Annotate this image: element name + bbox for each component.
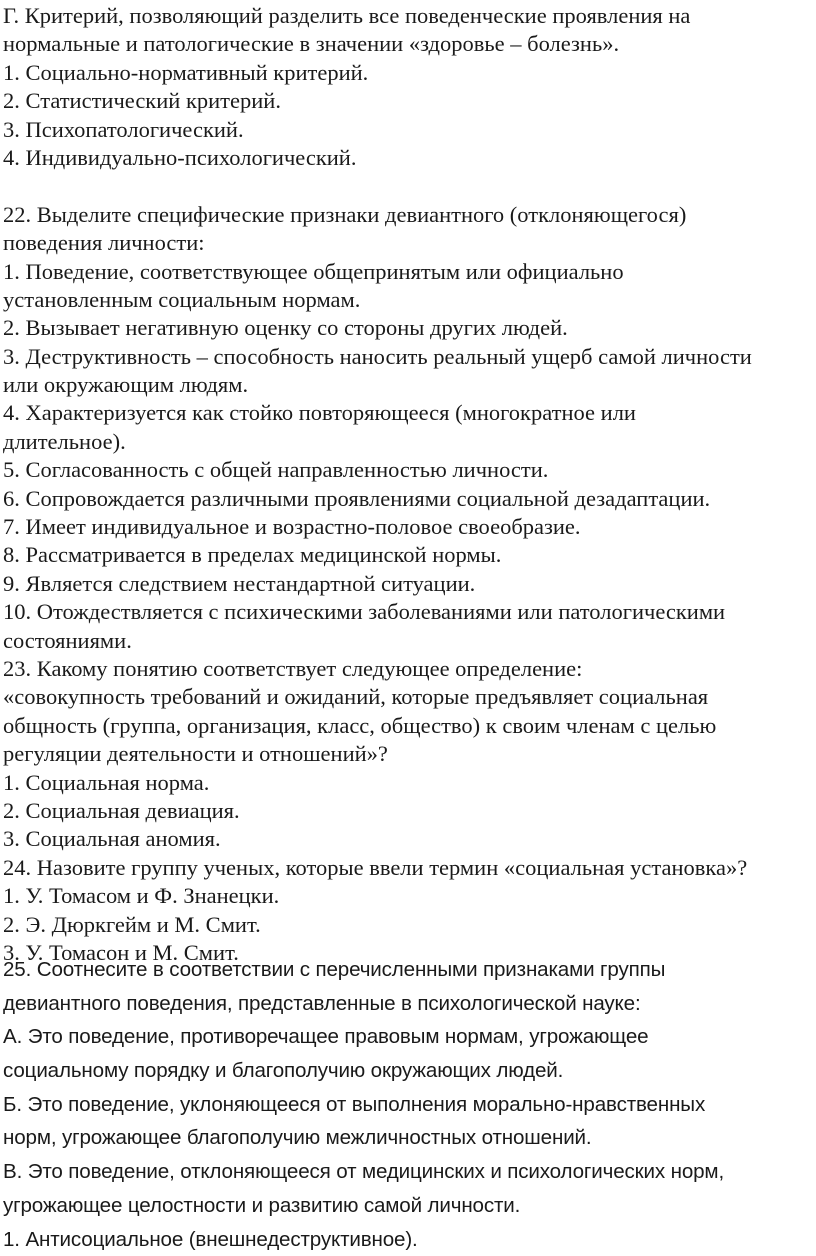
answer-option: 1. Социально-нормативный критерий. bbox=[3, 59, 813, 87]
definition-line: Б. Это поведение, уклоняющееся от выполнения морально-нравственных bbox=[3, 1088, 813, 1122]
answer-option: 10. Отождествляется с психическими заболеваниями или патологическими bbox=[3, 598, 813, 626]
question-21-tail bbox=[3, 2, 813, 59]
question-text-line: 22. Выделите специфические признаки девиантного (отклоняющегося) bbox=[3, 201, 813, 229]
answer-option: 2. Вызывает негативную оценку со стороны других людей. bbox=[3, 314, 813, 342]
question-text-line: поведения личности: bbox=[3, 229, 813, 257]
answer-option: 3. Социальная аномия. bbox=[3, 825, 813, 853]
question-text-line: «совокупность требований и ожиданий, которые предъявляет социальная bbox=[3, 683, 813, 711]
definition-line: угрожающее целостности и развитию самой личности. bbox=[3, 1189, 813, 1223]
question-24 bbox=[3, 854, 813, 882]
answer-option: 3. Психопатологический. bbox=[3, 116, 813, 144]
definition-line: В. Это поведение, отклоняющееся от медицинских и психологических норм, bbox=[3, 1155, 813, 1189]
definition-line: А. Это поведение, противоречащее правовым нормам, угрожающее bbox=[3, 1020, 813, 1054]
answer-option: 5. Согласованность с общей направленностью личности. bbox=[3, 456, 813, 484]
test-questions-serif-block bbox=[3, 2, 813, 967]
answer-option: 1. У. Томасом и Ф. Знанецки. bbox=[3, 882, 813, 910]
question-text-line: нормальные и патологические в значении «здоровье – болезнь». bbox=[3, 30, 813, 58]
question-text-line: 25. Соотнесите в соответствии с перечисленными признаками группы bbox=[3, 953, 813, 987]
answer-option: 3. Деструктивность – способность наносить реальный ущерб самой личности bbox=[3, 343, 813, 371]
answer-option: установленным социальным нормам. bbox=[3, 286, 813, 314]
question-23 bbox=[3, 655, 813, 769]
answer-option: 7. Имеет индивидуальное и возрастно-половое своеобразие. bbox=[3, 513, 813, 541]
answer-option: или окружающим людям. bbox=[3, 371, 813, 399]
paragraph-spacer bbox=[3, 172, 813, 200]
answer-option: 2. Социальная девиация. bbox=[3, 797, 813, 825]
answer-option: 2. Статистический критерий. bbox=[3, 87, 813, 115]
definition-line: социальному порядку и благополучию окружающих людей. bbox=[3, 1054, 813, 1088]
question-text-line: регуляции деятельности и отношений»? bbox=[3, 740, 813, 768]
question-22-options bbox=[3, 258, 813, 655]
question-text-line: общность (группа, организация, класс, общество) к своим членам с целью bbox=[3, 712, 813, 740]
question-text-line: 24. Назовите группу ученых, которые ввели термин «социальная установка»? bbox=[3, 854, 813, 882]
answer-option: 8. Рассматривается в пределах медицинской нормы. bbox=[3, 541, 813, 569]
answer-option: 1. Антисоциальное (внешнедеструктивное). bbox=[3, 1223, 813, 1256]
answer-option: 4. Индивидуально-психологический. bbox=[3, 144, 813, 172]
answer-option: 6. Сопровождается различными проявлениями социальной дезадаптации. bbox=[3, 485, 813, 513]
question-22 bbox=[3, 201, 813, 258]
answer-option: 1. Социальная норма. bbox=[3, 769, 813, 797]
answer-option: 1. Поведение, соответствующее общепринятым или официально bbox=[3, 258, 813, 286]
answer-option: 3. У. Томасон и М. Смит. bbox=[3, 939, 813, 967]
answer-option: состояниями. bbox=[3, 627, 813, 655]
answer-option: 4. Характеризуется как стойко повторяющееся (многократное или bbox=[3, 399, 813, 427]
question-text-line: 23. Какому понятию соответствует следующее определение: bbox=[3, 655, 813, 683]
question-23-options bbox=[3, 769, 813, 854]
question-25-sans-block bbox=[3, 953, 813, 1256]
question-text-line: девиантного поведения, представленные в психологической науке: bbox=[3, 987, 813, 1021]
answer-option: 9. Является следствием нестандартной ситуации. bbox=[3, 570, 813, 598]
question-21-options bbox=[3, 59, 813, 173]
definition-line: норм, угрожающее благополучию межличностных отношений. bbox=[3, 1121, 813, 1155]
answer-option: длительное). bbox=[3, 428, 813, 456]
answer-option: 2. Э. Дюркгейм и М. Смит. bbox=[3, 911, 813, 939]
question-text-line: Г. Критерий, позволяющий разделить все поведенческие проявления на bbox=[3, 2, 813, 30]
